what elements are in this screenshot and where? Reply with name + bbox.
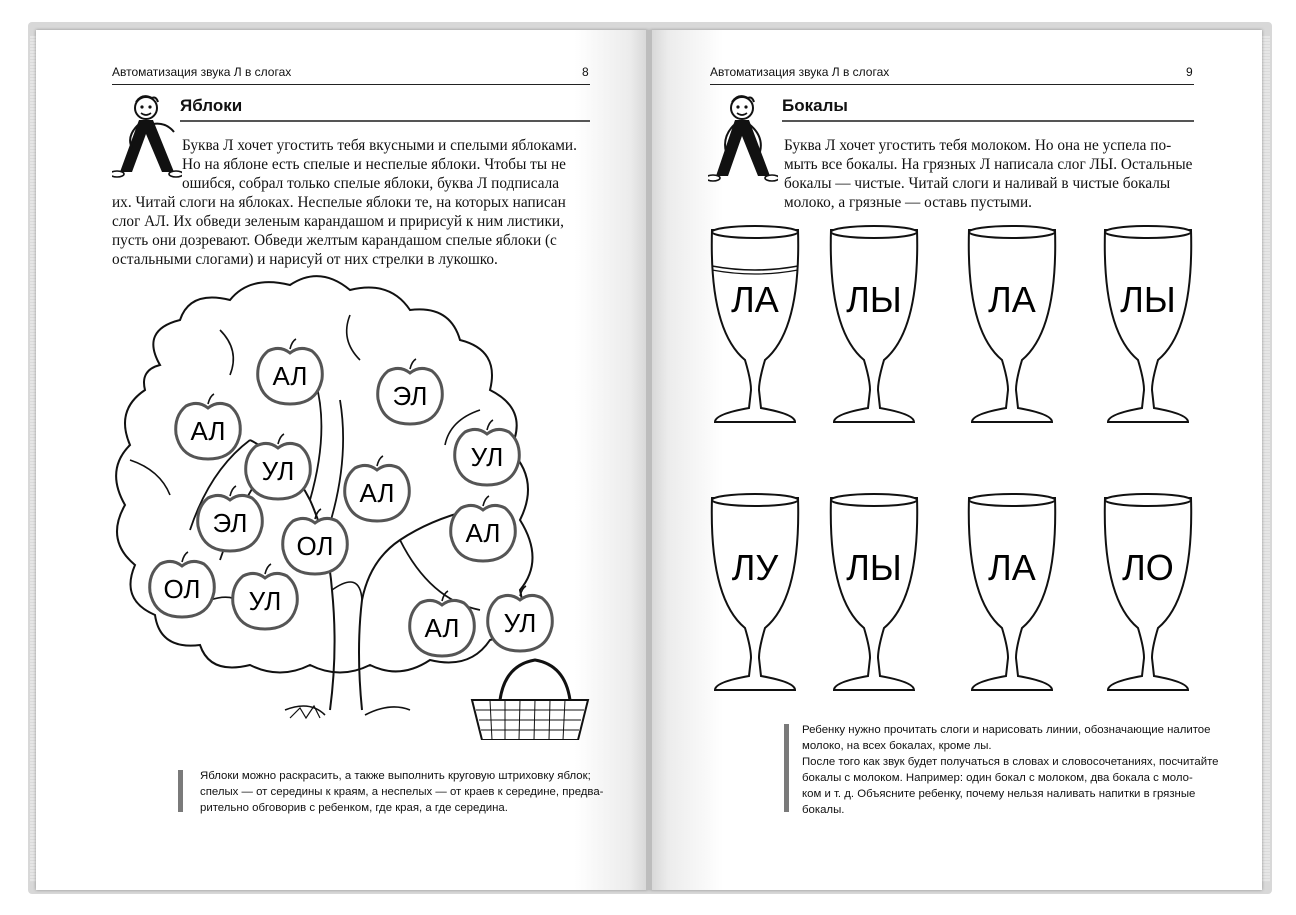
apple-syllable: АЛ (465, 518, 501, 548)
apple-syllable: ОЛ (163, 574, 201, 604)
right-note (802, 722, 1219, 818)
apple-syllable: АЛ (424, 613, 460, 643)
left-note-line-1: Яблоки можно раскрасить, а также выполнить круговую штриховку яблок; (200, 770, 591, 782)
glass-syllable: ЛО (1122, 547, 1174, 588)
right-note-line-2: молоко, на всех бокалах, кроме лы. (802, 740, 992, 752)
apple-syllable: ЭЛ (212, 508, 248, 538)
left-body-line-3: ошибся, собрал только спелые яблоки, буква Л подписала (182, 175, 560, 192)
apple-syllable: ОЛ (296, 531, 334, 561)
wine-glass (831, 494, 917, 690)
left-body-line-4: их. Читай слоги на яблоках. Неспелые яблоки те, на которых написан (112, 194, 566, 211)
right-body-line-1: Буква Л хочет угостить тебя молоком. Но она не успела по- (784, 137, 1172, 154)
letter-l-character-icon-right (708, 92, 778, 184)
letter-l-character-icon (112, 92, 182, 180)
wine-glass (1105, 494, 1191, 690)
glass-syllable: ЛЫ (1120, 279, 1176, 320)
right-note-line-5: ком и т. д. Объясните ребенку, почему нельзя наливать напитки в грязные (802, 788, 1196, 800)
right-note-line-6: бокалы. (802, 804, 845, 816)
glass-syllable: ЛЫ (846, 547, 902, 588)
apple-tree-illustration (100, 270, 600, 740)
right-note-line-3: После того как звук будет получаться в словах и словосочетаниях, посчитайте (802, 756, 1219, 768)
right-body-line-3: бокалы — чистые. Читай слоги и наливай в чистые бокалы (784, 175, 1171, 192)
left-note (200, 768, 604, 816)
glass-syllable: ЛА (731, 279, 779, 320)
apple-syllable: УЛ (261, 456, 295, 486)
right-note-line-1: Ребенку нужно прочитать слоги и нарисовать линии, обозначающие налитое (802, 724, 1211, 736)
left-page-title: Яблоки (180, 96, 243, 115)
left-note-line-3: рительно обговорив с ребенком, где края, а где середина. (200, 802, 508, 814)
glass-syllable: ЛА (988, 279, 1036, 320)
left-body-line-7: остальными слогами) и нарисуй от них стрелки в лукошко. (112, 251, 498, 268)
wine-glass (1105, 226, 1191, 422)
glass-syllable: ЛЫ (846, 279, 902, 320)
apple-syllable: ЭЛ (392, 381, 428, 411)
right-page-title: Бокалы (782, 96, 848, 115)
right-running-head: Автоматизация звука Л в слогах (710, 65, 890, 79)
right-page-number: 9 (1186, 65, 1193, 79)
basket-icon (472, 660, 588, 740)
apple-syllable: УЛ (470, 442, 504, 472)
wine-glass (712, 226, 798, 422)
wine-glass (831, 226, 917, 422)
apple-syllable: АЛ (190, 416, 226, 446)
page-edge-right (1262, 36, 1270, 882)
left-body-line-5: слог АЛ. Их обведи зеленым карандашом и пририсуй к ним листики, (112, 213, 564, 230)
left-body-text (182, 136, 590, 193)
apple-syllable: УЛ (248, 586, 282, 616)
right-body-line-4: молоко, а грязные — оставь пустыми. (784, 194, 1032, 211)
left-running-head: Автоматизация звука Л в слогах (112, 65, 292, 79)
right-body-line-2: мыть все бокалы. На грязных Л написала слог ЛЫ. Остальные (784, 156, 1193, 173)
right-title-rule (782, 120, 1194, 122)
left-note-line-2: спелых — от середины к краям, а неспелых — от краев к середине, предва- (200, 786, 604, 798)
apple-syllable: АЛ (272, 361, 308, 391)
glass-syllable: ЛА (988, 547, 1036, 588)
right-note-line-4: бокалы с молоком. Например: один бокал с молоком, два бокала с моло- (802, 772, 1193, 784)
left-body-line-1: Буква Л хочет угостить тебя вкусными и спелыми яблоками. (182, 137, 577, 154)
left-title-rule (180, 120, 590, 122)
glasses-illustration (700, 220, 1200, 710)
wine-glass (712, 494, 798, 690)
glass-syllable: ЛУ (731, 547, 779, 588)
apple-syllable: УЛ (503, 608, 537, 638)
right-note-bar (784, 724, 789, 812)
left-body-line-6: пусть они дозревают. Обведи желтым карандашом спелые яблоки (с (112, 232, 557, 249)
left-body-text-wide (112, 193, 590, 269)
wine-glass (969, 494, 1055, 690)
apple-syllable: АЛ (359, 478, 395, 508)
book-gutter (646, 30, 652, 890)
left-header-rule (112, 84, 590, 85)
wine-glass (969, 226, 1055, 422)
left-page-number: 8 (582, 65, 589, 79)
left-body-line-2: Но на яблоне есть спелые и неспелые яблоки. Чтобы ты не (182, 156, 566, 173)
right-body-text (784, 136, 1194, 212)
right-header-rule (710, 84, 1194, 85)
left-note-bar (178, 770, 183, 812)
